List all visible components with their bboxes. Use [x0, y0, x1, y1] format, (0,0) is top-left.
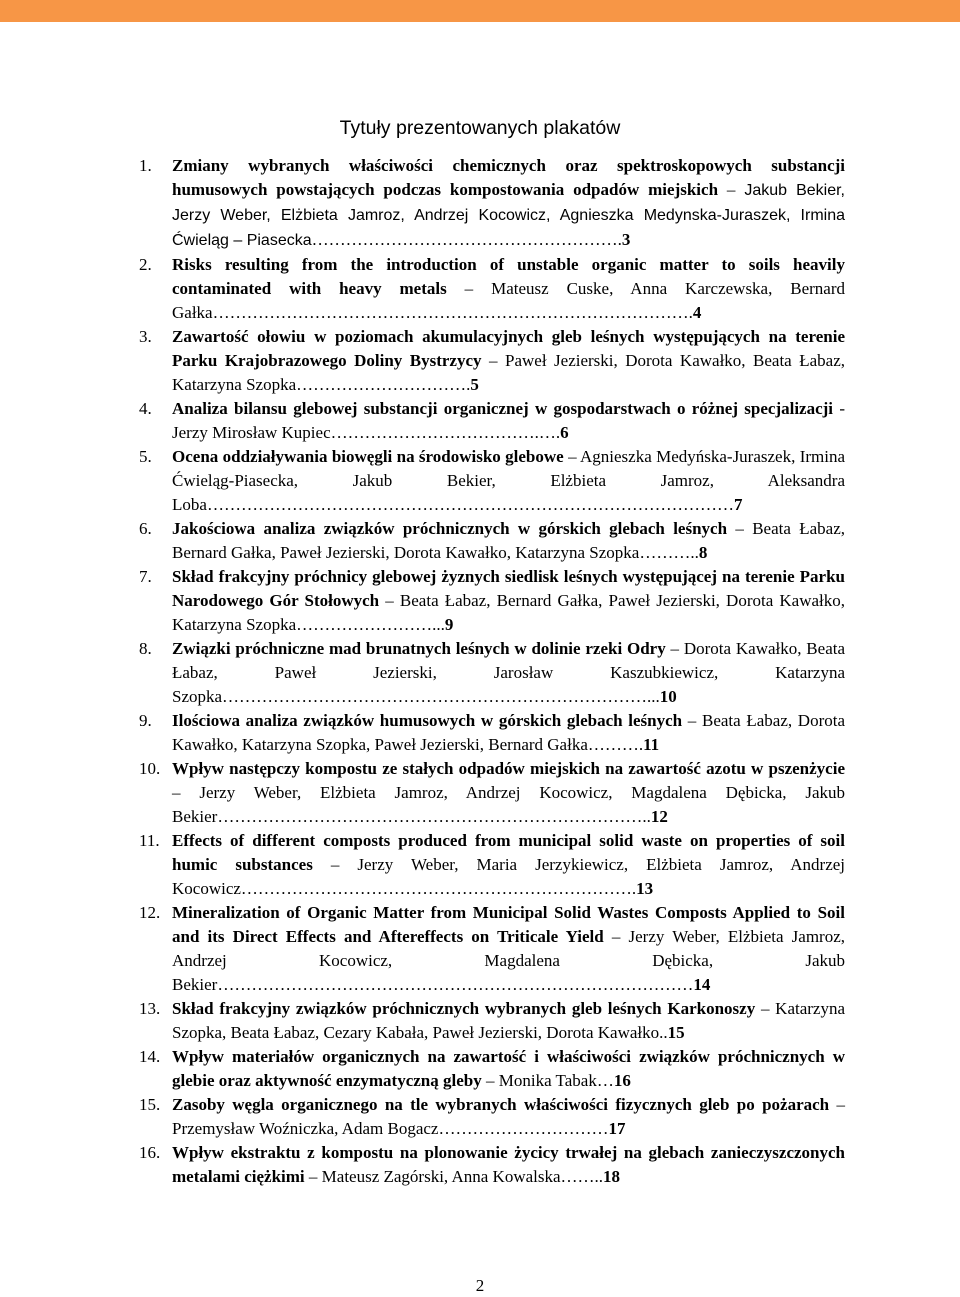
poster-title: Analiza bilansu glebowej substancji organicznej w gospodarstwach o różnej specjalizacji [172, 399, 834, 418]
item-number: 14. [139, 1047, 161, 1066]
poster-authors: Mateusz Cuske, Anna Karczewska, Bernard Gałka [172, 279, 846, 322]
title-author-separator: – [485, 1071, 499, 1090]
poster-title: Skład frakcyjny próchnicy glebowej żyznych siedlisk leśnych występującej na terenie Parku Narodowego Gór Stołowych [172, 567, 845, 610]
list-item [139, 325, 845, 397]
poster-authors: Monika Tabak [498, 1071, 597, 1090]
page-number: 2 [475, 1276, 485, 1295]
item-page-number: 16 [613, 1071, 631, 1090]
title-author-separator: – [836, 1095, 845, 1114]
poster-title: Zmiany wybranych właściwości chemicznych oraz spektroskopowych substancji humusowych powstających podczas kompostowania odpadów miejskich [172, 156, 845, 199]
item-page-number: 7 [733, 495, 743, 514]
poster-authors: Jerzy Weber, Elżbieta Jamroz, Andrzej Kocowicz, Magdalena Dębicka, Jakub Bekier [172, 783, 845, 826]
item-number: 13. [139, 999, 161, 1018]
list-item [139, 1093, 845, 1141]
item-number: 11. [139, 831, 160, 850]
item-page-number: 17 [608, 1119, 626, 1138]
item-page-number: 8 [698, 543, 708, 562]
poster-title: Skład frakcyjny związków próchnicznych wybranych gleb leśnych Karkonoszy [172, 999, 756, 1018]
item-page-number: 9 [444, 615, 454, 634]
item-page-number: 18 [603, 1167, 621, 1186]
list-item [139, 253, 845, 325]
item-number: 1. [139, 156, 152, 175]
list-item [139, 445, 845, 517]
dot-leader: .. [659, 1023, 668, 1042]
item-page-number: 5 [470, 375, 479, 394]
list-item [139, 829, 845, 901]
item-page-number: 10 [659, 687, 677, 706]
poster-title: Risks resulting from the introduction of unstable organic matter to soils heavily contaminated with heavy metals [172, 255, 845, 298]
item-number: 4. [139, 399, 152, 418]
dot-leader: … [596, 1071, 614, 1090]
title-author-separator: – [385, 591, 400, 610]
item-page-number: 3 [621, 230, 631, 249]
poster-authors: Jerzy Weber, Maria Jerzykiewicz, Elżbieta Jamroz, Andrzej Kocowicz [172, 855, 846, 898]
title-author-separator: – [670, 639, 684, 658]
item-number: 12. [139, 903, 161, 922]
title-author-separator: – [330, 855, 358, 874]
poster-title: Zawartość ołowiu w poziomach akumulacyjnych gleb leśnych występujących na terenie Parku Krajobrazowego Doliny Bystrzycy [172, 327, 845, 370]
poster-title: Zasoby węgla organicznego na tle wybranych właściwości fizycznych gleb po pożarach [172, 1095, 830, 1114]
header-accent-bar [0, 0, 960, 22]
item-number: 7. [139, 567, 152, 586]
item-page-number: 4 [692, 303, 702, 322]
title-author-separator: – [611, 927, 629, 946]
item-number: 9. [139, 711, 152, 730]
poster-title: Jakościowa analiza związków próchnicznych w górskich glebach leśnych [172, 519, 728, 538]
poster-authors: Przemysław Woźniczka, Adam Bogacz [172, 1119, 439, 1138]
item-page-number: 11 [643, 735, 660, 754]
dot-leader: …………………………………………………………………………. [212, 303, 693, 322]
poster-title: Ocena oddziaływania biowęgli na środowisko glebowe [172, 447, 564, 466]
title-author-separator: – [760, 999, 776, 1018]
list-item [139, 1141, 845, 1189]
poster-authors: Jerzy Weber, Elżbieta Jamroz, Andrzej Kocowicz, Magdalena Dębicka, Jakub Bekier [172, 927, 846, 994]
poster-authors: Beata Łabaz, Bernard Gałka, Paweł Jezierski, Dorota Kawałko, Katarzyna Szopka [172, 591, 846, 634]
dot-leader: ………. [587, 735, 644, 754]
poster-authors: Agnieszka Medyńska-Juraszek, Irmina Ćwieląg-Piasecka, Jakub Bekier, Elżbieta Jamroz, Aleksandra Loba [172, 447, 846, 514]
title-author-separator: – [489, 351, 505, 370]
item-page-number: 15 [667, 1023, 685, 1042]
poster-title: Effects of different composts produced from municipal solid waste on properties of soil humic substances [172, 831, 845, 874]
list-item [139, 901, 845, 997]
dot-leader: …………………………………………………………………... [222, 687, 660, 706]
dot-leader: ……………………………………………………………. [240, 879, 637, 898]
dot-leader: ………………………………………………. [311, 230, 622, 249]
poster-authors: Beata Łabaz, Dorota Kawałko, Katarzyna Szopka, Paweł Jezierski, Bernard Gałka [172, 711, 846, 754]
poster-authors: Paweł Jezierski, Dorota Kawałko, Beata Łabaz, Katarzyna Szopka [172, 351, 845, 394]
item-number: 6. [139, 519, 152, 538]
poster-title: Wpływ ekstraktu z kompostu na plonowanie życicy trwałej na glebach zanieczyszczonych metalami ciężkimi [172, 1143, 845, 1186]
list-item [139, 997, 845, 1045]
dot-leader: ……………………... [296, 615, 445, 634]
poster-authors: Beata Łabaz, Bernard Gałka, Paweł Jezierski, Dorota Kawałko, Katarzyna Szopka [172, 519, 846, 562]
dot-leader: ………………………………………………………………………… [217, 975, 694, 994]
poster-authors: Mateusz Zagórski, Anna Kowalska [321, 1167, 561, 1186]
dot-leader: …………………………. [296, 375, 471, 394]
item-number: 8. [139, 639, 152, 658]
list-item [139, 709, 845, 757]
list-item [139, 757, 845, 829]
dot-leader: ………………………………………………………………….. [217, 807, 651, 826]
dot-leader: …….. [560, 1167, 604, 1186]
item-page-number: 13 [636, 879, 654, 898]
dot-leader: ……….. [639, 543, 699, 562]
item-page-number: 12 [650, 807, 668, 826]
title-author-separator: – [464, 279, 492, 298]
list-item [139, 154, 845, 253]
title-author-separator: – [726, 180, 745, 199]
poster-authors: Katarzyna Szopka, Beata Łabaz, Cezary Kabała, Paweł Jezierski, Dorota Kawałko [172, 999, 846, 1042]
item-number: 15. [139, 1095, 161, 1114]
poster-authors: Jakub Bekier, Jerzy Weber, Elżbieta Jamroz, Andrzej Kocowicz, Agnieszka Medynska-Juraszek, Irmina Ćwieląg – Piasecka [172, 182, 846, 249]
list-item [139, 397, 845, 445]
dot-leader: ………………………………………………………………………………… [206, 495, 734, 514]
item-number: 10. [139, 759, 161, 778]
list-item [139, 1045, 845, 1093]
poster-title-list [139, 154, 845, 1189]
poster-authors: - Jerzy Mirosław Kupiec [172, 399, 845, 442]
list-item [139, 637, 845, 709]
title-author-separator: – [735, 519, 753, 538]
title-author-separator: – [568, 447, 580, 466]
item-page-number: 6 [560, 423, 569, 442]
poster-title: Ilościowa analiza związków humusowych w górskich glebach leśnych [172, 711, 683, 730]
dot-leader: ………………………… [438, 1119, 609, 1138]
dot-leader: ……………………………….…. [330, 423, 561, 442]
title-author-separator: – [172, 783, 200, 802]
list-item [139, 565, 845, 637]
item-number: 5. [139, 447, 152, 466]
list-item [139, 517, 845, 565]
item-page-number: 14 [693, 975, 711, 994]
title-author-separator: – [687, 711, 702, 730]
page-title: Tytuły prezentowanych plakatów [339, 117, 621, 139]
item-number: 3. [139, 327, 152, 346]
item-number: 16. [139, 1143, 161, 1162]
poster-title: Mineralization of Organic Matter from Municipal Solid Wastes Composts Applied to Soil and its Direct Effects and Aftereffects on Triticale Yield [172, 903, 845, 946]
poster-authors: Dorota Kawałko, Beata Łabaz, Paweł Jezierski, Jarosław Kaszubkiewicz, Katarzyna Szopka [172, 639, 846, 706]
poster-title: Związki próchniczne mad brunatnych leśnych w dolinie rzeki Odry [172, 639, 666, 658]
title-author-separator: – [308, 1167, 322, 1186]
item-number: 2. [139, 255, 152, 274]
poster-title: Wpływ następczy kompostu ze stałych odpadów miejskich na zawartość azotu w pszenżycie [172, 759, 845, 778]
poster-title: Wpływ materiałów organicznych na zawartość i właściwości związków próchnicznych w glebie oraz aktywność enzymatyczną gleby [172, 1047, 845, 1090]
